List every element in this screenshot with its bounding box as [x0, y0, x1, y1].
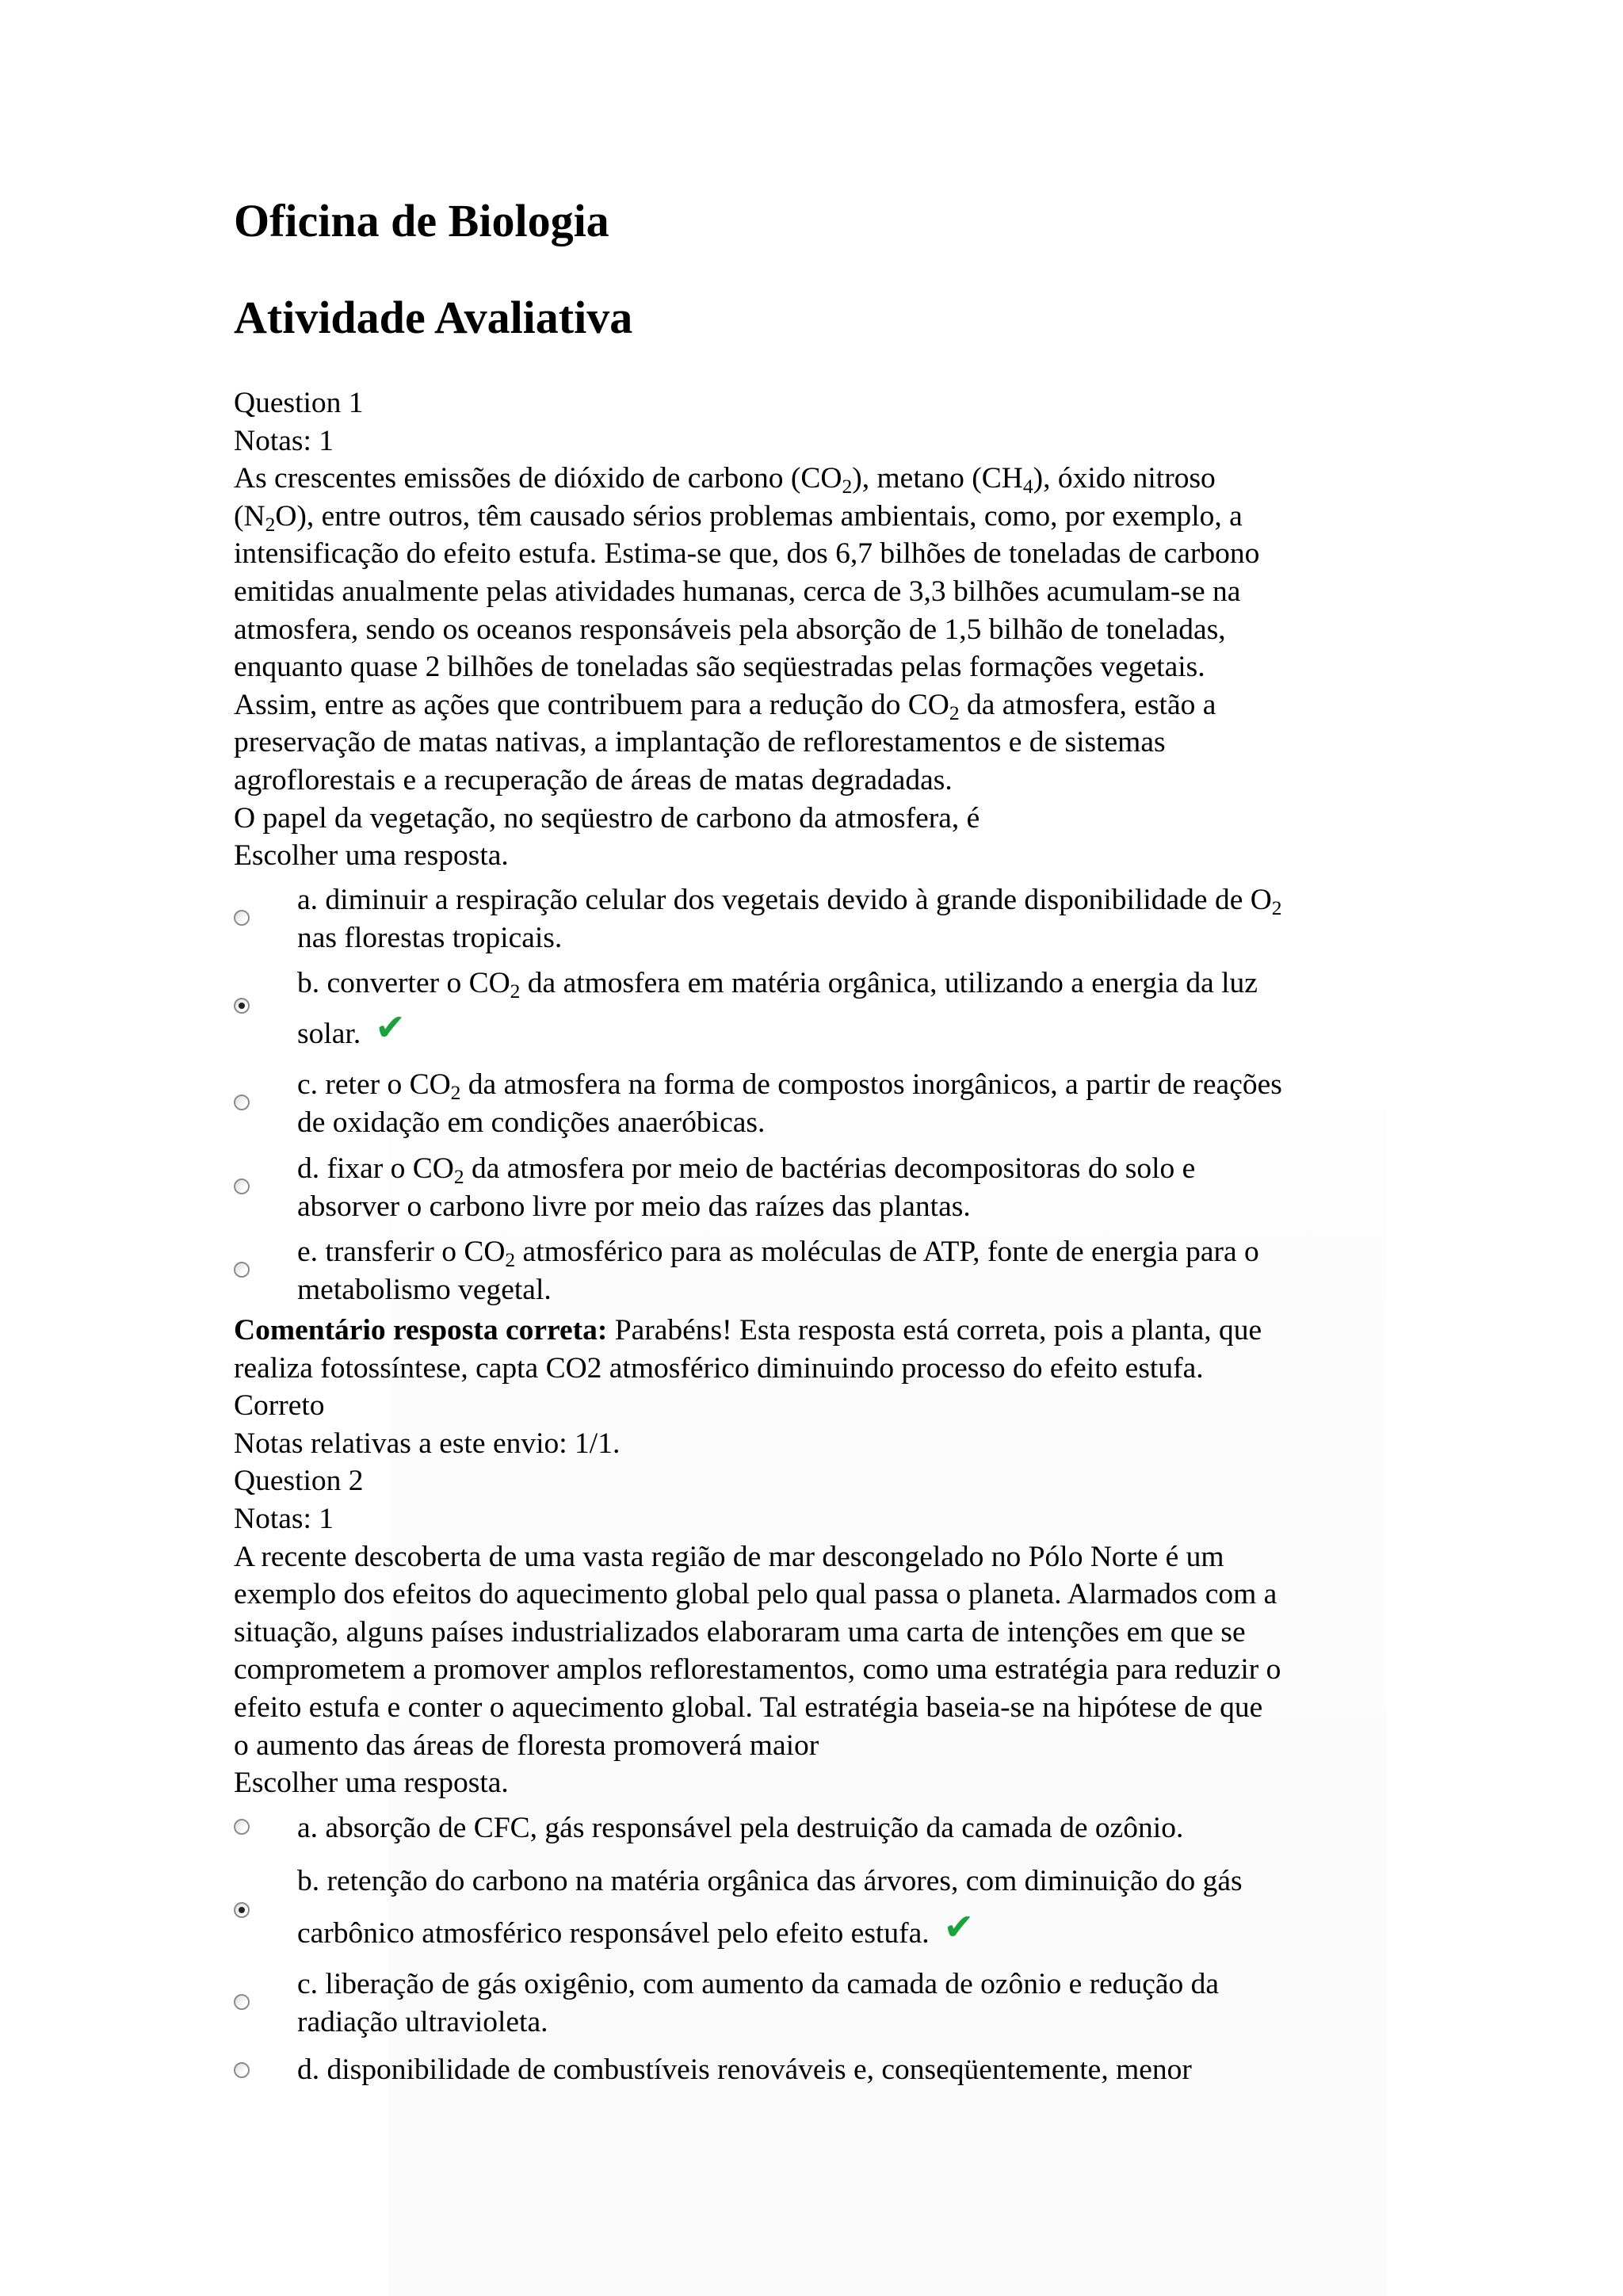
question-2-stem-line: A recente descoberta de uma vasta região de mar descongelado no Pólo Norte é um — [234, 1540, 1224, 1573]
document-subtitle: Atividade Avaliativa — [234, 292, 633, 343]
question-1-stem-line: atmosfera, sendo os oceanos responsáveis pela absorção de 1,5 bilhão de toneladas, — [234, 613, 1226, 646]
question-2-stem-line: comprometem a promover amplos reflorestamentos, como uma estratégia para reduzir o — [234, 1653, 1281, 1687]
score-text: Notas relativas a este envio: 1/1. — [234, 1427, 621, 1460]
question-1-stem-line: $(N_2O)$, entre outros, têm causado sérios problemas ambientais, como, por exemplo, a — [234, 499, 1243, 536]
question-2-stem-line: o aumento das áreas de floresta promoverá maior — [234, 1729, 819, 1762]
radio-button-selected[interactable] — [234, 998, 250, 1014]
question-1-stem-line: preservação de matas nativas, a implantação de reflorestamentos e de sistemas — [234, 726, 1166, 759]
question-1-block — [234, 384, 1423, 875]
feedback-comment: realiza fotossíntese, capta CO2 atmosférico diminuindo processo do efeito estufa. — [234, 1351, 1204, 1385]
result-status: Correto — [234, 1389, 325, 1423]
question-1-grade: Notas: 1 — [234, 424, 334, 457]
radio-button[interactable] — [234, 1262, 250, 1278]
question-2-instruction: Escolher uma resposta. — [234, 1767, 509, 1800]
radio-button[interactable] — [234, 1819, 250, 1835]
question-1-header: Question 1 — [234, 387, 364, 419]
radio-button[interactable] — [234, 1994, 250, 2010]
question-1-stem-line: Assim, entre as ações que contribuem para a redução do $CO_2$ da atmosfera, estão a — [234, 688, 1216, 724]
question-1-stem-line: intensificação do efeito estufa. Estima-se que, dos 6,7 bilhões de toneladas de carbono — [234, 537, 1260, 571]
feedback-comment: Comentário resposta correta: Parabéns! Esta resposta está correta, pois a planta, que — [234, 1314, 1262, 1347]
question-1-stem-line: enquanto quase 2 bilhões de toneladas são seqüestradas pelas formações vegetais. — [234, 651, 1205, 684]
question-1-stem-line: emitidas anualmente pelas atividades humanas, cerca de 3,3 bilhões acumulam-se na — [234, 575, 1241, 608]
question-2-stem-line: exemplo dos efeitos do aquecimento global pelo qual passa o planeta. Alarmados com a — [234, 1578, 1277, 1611]
question-1-feedback-block — [234, 1312, 1423, 1802]
radio-button[interactable] — [234, 1095, 250, 1110]
question-1-prompt: O papel da vegetação, no seqüestro de carbono da atmosfera, é — [234, 801, 980, 835]
question-1-stem-line: agroflorestais e a recuperação de áreas de matas degradadas. — [234, 763, 953, 797]
radio-button-selected[interactable] — [234, 1902, 250, 1918]
radio-button[interactable] — [234, 1179, 250, 1194]
feedback-label: Comentário resposta correta: — [234, 1314, 608, 1347]
radio-button[interactable] — [234, 910, 250, 926]
document-title: Oficina de Biologia — [234, 195, 609, 246]
question-2-header: Question 2 — [234, 1465, 364, 1498]
question-1-instruction: Escolher uma resposta. — [234, 839, 509, 873]
question-1-stem-line: As crescentes emissões de dióxido de carbono $(CO_2)$, metano $(CH_4)$, óxido nitroso — [234, 462, 1216, 499]
question-2-grade: Notas: 1 — [234, 1502, 334, 1535]
question-2-stem-line: situação, alguns países industrializados elaboraram uma carta de intenções em que se — [234, 1615, 1246, 1648]
document-page: Oficina de Biologia Atividade Avaliativa Question 1 Notas: 1 As crescentes emissões de dióxido de carbono $(CO_2)$, metano $(CH_4)$, óxido nitroso $(N_2O)$, entre outros, têm causado sérios problemas ambientais, como, por exemplo, a intensificação do efeito estufa. Estima-se que, dos 6,7 bilhões de toneladas de carbono emitidas anualmente pelas atividades humanas, cerca de 3,3 bilhões acumulam-se na atmosfera, sendo os oceanos responsáveis pela absorção de 1,5 bilhão de toneladas, enquanto quase 2 bilhões de toneladas são seqüestradas pelas formações vegetais. Assim, entre as ações que contribuem para a redução do $CO_2$ da atmosfera, estão a preservação de matas nativas, a implantação de reflorestamentos e de sistemas agroflorestais e a recuperação de áreas de matas degradadas. O papel da vegetação, no seqüestro de carbono da atmosfera, é Escolher uma resposta. a. diminuir a respiração celular dos vegetais devido à grande disponibilidade de $O_2$ nas florestas tropicais. b. converter o $CO_2$ da atmosfera em matéria orgânica, utilizando a energia da luz solar. ✔ c. reter o $CO_2$ da atmosfera na forma de compostos inorgânicos, a partir de reações de oxidação em condições anaeróbicas. d. fixar o $CO_2$ da atmosfera por meio de bactérias decompositoras do solo e absorver o carbono livre por meio das raízes das plantas. e. transferir o $CO_2$ atmosférico para as moléculas de ATP, fonte de energia para o metabolismo vegetal. Comentário resposta correta: Parabéns! Esta resposta está correta, pois a planta, que realiza fotossíntese, capta CO2 atmosférico diminuindo processo do efeito estufa. Correto Notas relativas a este envio: 1/1. Question 2 Notas: 1 A recente descoberta de uma vasta região de mar descongelado no Pólo Norte é um exemplo dos efeitos do aquecimento global pelo qual passa o planeta. Alarmados com a situação, alguns países industrializados elaboraram uma carta de intenções em que se comprometem a promover amplos reflorestamentos, como uma estratégia para reduzir o efeito estufa e conter o aquecimento global. Tal estratégia baseia-se na hipótese de que o aumento das áreas de floresta promoverá maior Escolher uma resposta. a. absorção de CFC, gás responsável pela destruição da camada de ozônio. b. retenção do carbono na matéria orgânica das árvores, com diminuição do gás carbônico atmosférico responsável pelo efeito estufa. ✔ c. liberação de gás oxigênio, com aumento da camada de ozônio e redução da radiação ultravioleta. d. disponibilidade de combustíveis renováveis e, conseqüentemente, menor — [0, 0, 1623, 2296]
question-2-stem-line: efeito estufa e conter o aquecimento global. Tal estratégia baseia-se na hipótese de que — [234, 1690, 1263, 1724]
radio-button[interactable] — [234, 2062, 250, 2078]
